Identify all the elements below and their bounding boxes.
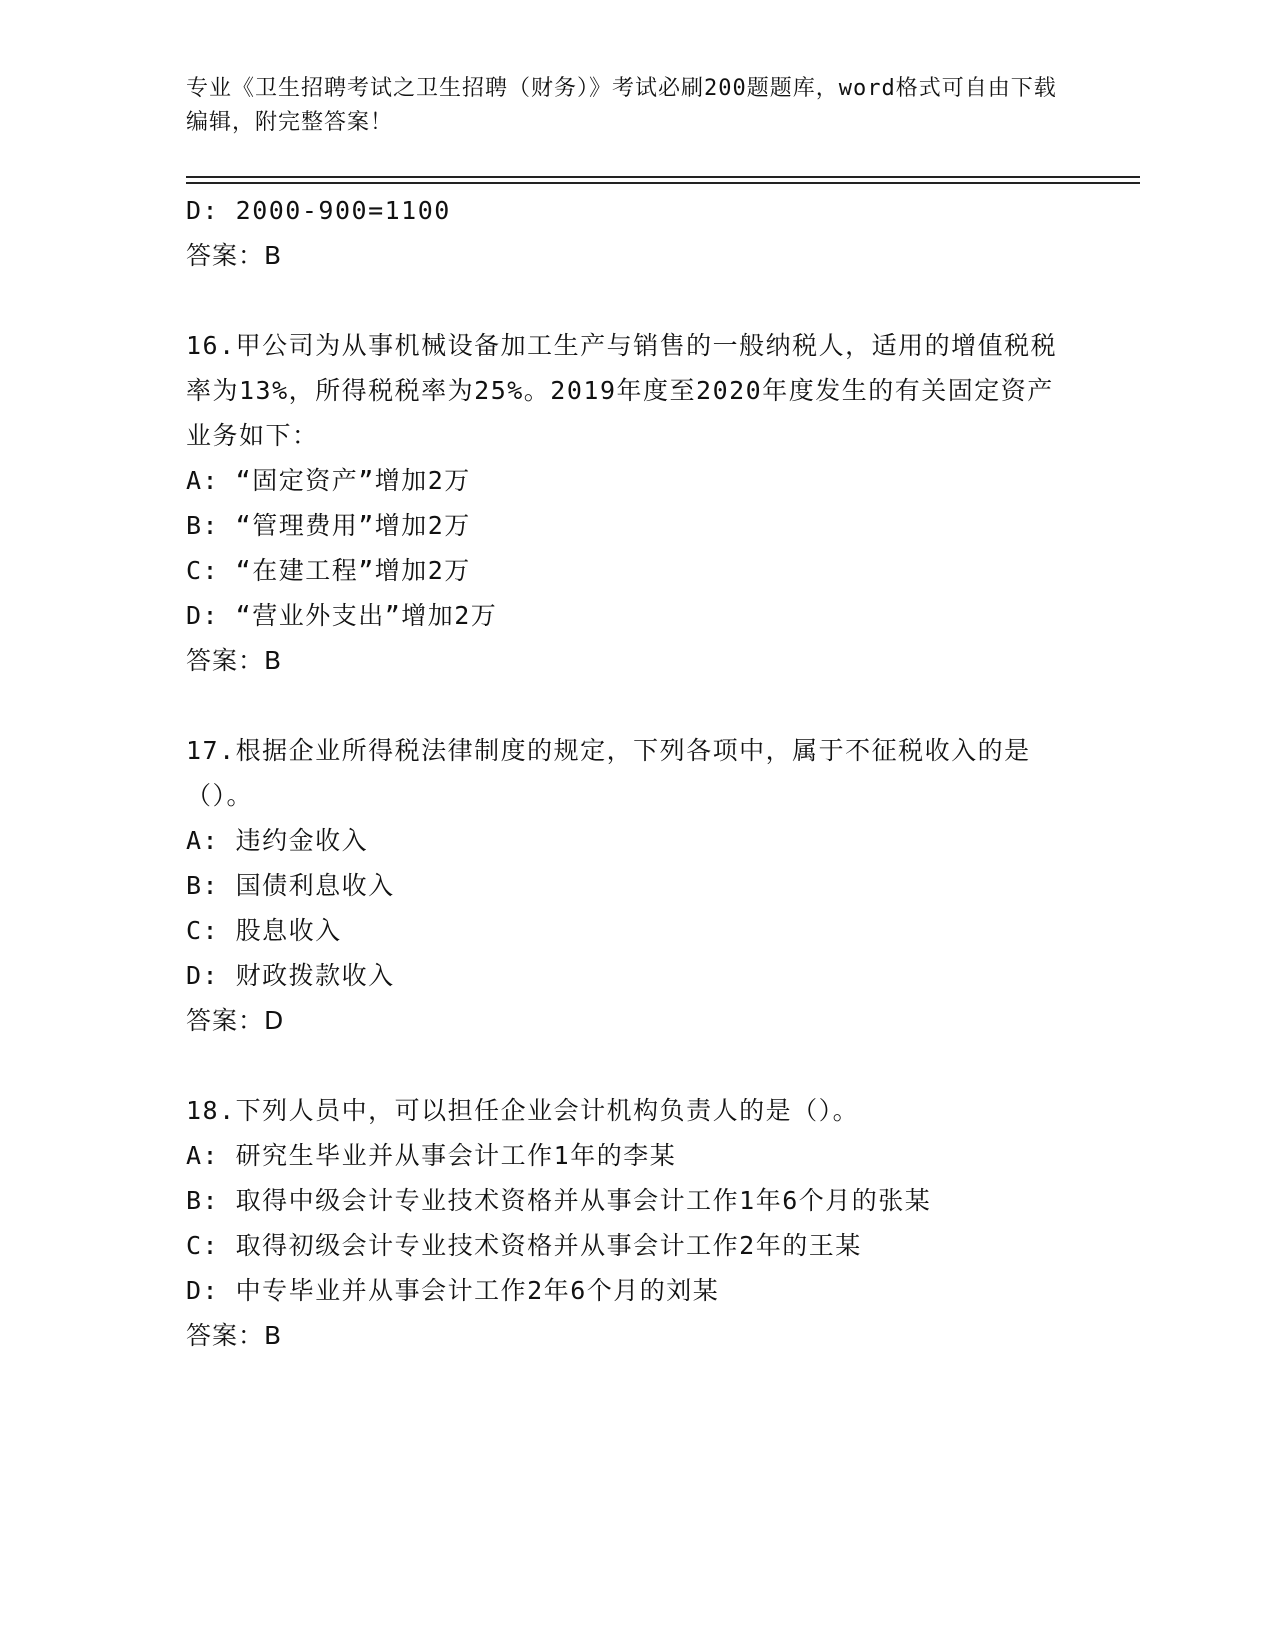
question-17-option-b: B: 国债利息收入 — [186, 871, 395, 900]
question-18-stem: 18.下列人员中，可以担任企业会计机构负责人的是（）。 — [186, 1096, 860, 1125]
question-16-stem: 16.甲公司为从事机械设备加工生产与销售的一般纳税人，适用的增值税税率为13%，所得税税率为25%。2019年度至2020年度发生的有关固定资产业务如下： — [186, 331, 1058, 450]
question-17-option-c: C: 股息收入 — [186, 916, 342, 945]
question-18-option-b: B: 取得中级会计专业技术资格并从事会计工作1年6个月的张某 — [186, 1186, 932, 1215]
section-gap — [186, 683, 1066, 728]
section-gap — [186, 278, 1066, 323]
question-16-option-b: B: “管理费用”增加2万 — [186, 511, 471, 540]
question-16-option-a: A: “固定资产”增加2万 — [186, 466, 471, 495]
question-17 — [186, 728, 1066, 1043]
question-17-option-a: A: 违约金收入 — [186, 826, 369, 855]
question-17-stem: 17.根据企业所得税法律制度的规定，下列各项中，属于不征税收入的是（）。 — [186, 736, 1031, 810]
question-16-option-c: C: “在建工程”增加2万 — [186, 556, 471, 585]
question-16-option-d: D: “营业外支出”增加2万 — [186, 601, 498, 630]
previous-answer: 答案：B — [186, 241, 283, 270]
question-16-answer: 答案：B — [186, 646, 283, 675]
question-18-answer: 答案：B — [186, 1321, 283, 1350]
header-divider-top — [186, 176, 1140, 178]
question-17-answer: 答案：D — [186, 1006, 285, 1035]
document-header: 专业《卫生招聘考试之卫生招聘（财务）》考试必刷200题题库，word格式可自由下载编辑，附完整答案！ — [186, 76, 1057, 135]
previous-option-d: D: 2000-900=1100 — [186, 196, 451, 225]
question-17-option-d: D: 财政拨款收入 — [186, 961, 395, 990]
section-gap — [186, 1043, 1066, 1088]
question-18-option-a: A: 研究生毕业并从事会计工作1年的李某 — [186, 1141, 677, 1170]
question-18-option-c: C: 取得初级会计专业技术资格并从事会计工作2年的王某 — [186, 1231, 862, 1260]
question-content — [186, 188, 1066, 1358]
question-18-option-d: D: 中专毕业并从事会计工作2年6个月的刘某 — [186, 1276, 720, 1305]
question-18 — [186, 1088, 1066, 1358]
question-16 — [186, 323, 1066, 683]
header-divider-bottom — [186, 182, 1140, 184]
